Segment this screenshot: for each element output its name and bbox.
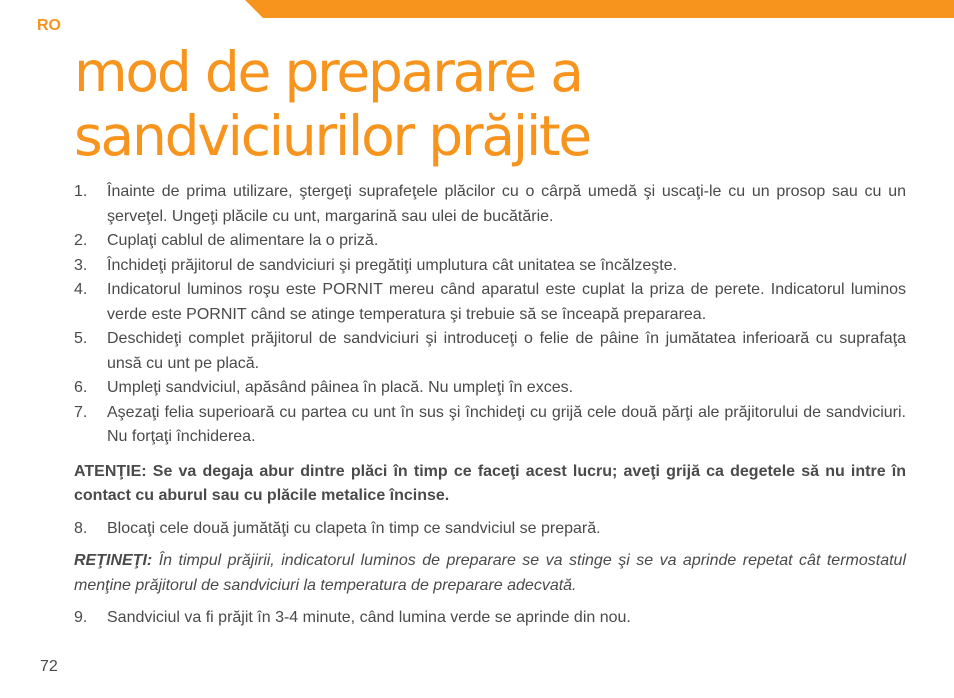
step-text: Blocaţi cele două jumătăţi cu clapeta în timp ce sandviciul se prepară.: [107, 519, 601, 537]
step-number: 7.: [74, 403, 88, 421]
step-number: 8.: [74, 519, 88, 537]
note-text: În timpul prăjirii, indicatorul luminos de preparare se va stinge şi se va aprinde repetat cât termostatul menţine prăjitorul de sandviciuri la temperatura de preparare adecvată.: [74, 552, 906, 594]
step-item: [74, 517, 906, 542]
step-text: Deschideţi complet prăjitorul de sandviciuri şi introduceţi o felie de pâine în jumătatea inferioară cu suprafaţa unsă cu unt pe placă.: [107, 330, 906, 372]
step-item: [74, 254, 906, 279]
header-accent-bar: [245, 0, 954, 18]
step-item: [74, 401, 906, 450]
step-item: [74, 376, 906, 401]
step-number: 6.: [74, 379, 88, 396]
note-paragraph: [74, 549, 906, 598]
step-item: [74, 278, 906, 327]
step-text: Aşezaţi felia superioară cu partea cu unt în sus şi închideţi cu grijă cele două părţi ale prăjitorului de sandviciuri. Nu forţaţi închiderea.: [107, 403, 906, 445]
step-text: Umpleţi sandviciul, apăsând pâinea în placă. Nu umpleţi în exces.: [107, 379, 574, 396]
step-number: 2.: [74, 232, 88, 249]
step-text: Înainte de prima utilizare, ştergeţi suprafeţele plăcilor cu o cârpă umedă şi uscaţi-le cu un prosop sau cu un şerveţel. Ungeţi plăcile cu unt, margarină sau ulei de bucătărie.: [107, 183, 906, 225]
step-text: Indicatorul luminos roşu este PORNIT mereu când aparatul este cuplat la priza de perete. Indicatorul luminos verde este PORNIT când se atinge temperatura şi trebuie să se înceapă prepararea.: [107, 281, 906, 323]
warning-paragraph: ATENŢIE: Se va degaja abur dintre plăci în timp ce faceţi acest lucru; aveţi grijă ca degetele să nu intre în contact cu aburul sau cu plăcile metalice încinse.: [74, 462, 906, 504]
page-title: mod de preparare a sandviciurilor prăjite: [74, 40, 591, 168]
step-number: 1.: [74, 183, 88, 200]
step-number: 3.: [74, 256, 88, 274]
step-item: [74, 229, 906, 254]
step-text: Sandviciul va fi prăjit în 3-4 minute, când lumina verde se aprinde din nou.: [107, 609, 631, 626]
step-number: 5.: [74, 330, 88, 347]
step-number: 9.: [74, 609, 88, 626]
instructions-content: [74, 180, 906, 631]
step-number: 4.: [74, 281, 88, 298]
step-item: [74, 327, 906, 376]
step-item: [74, 606, 906, 631]
page-number: 72: [40, 658, 58, 675]
step-text: Închideţi prăjitorul de sandviciuri şi pregătiţi umplutura cât unitatea se încălzeşte.: [107, 256, 678, 274]
steps-list-a: [74, 180, 906, 450]
step-item: [74, 180, 906, 229]
step-text: Cuplaţi cablul de alimentare la o priză.: [107, 232, 379, 249]
steps-list-b: [74, 517, 906, 542]
steps-list-c: [74, 606, 906, 631]
language-tag: RO: [37, 17, 61, 34]
note-label: REŢINEŢI:: [74, 552, 153, 569]
